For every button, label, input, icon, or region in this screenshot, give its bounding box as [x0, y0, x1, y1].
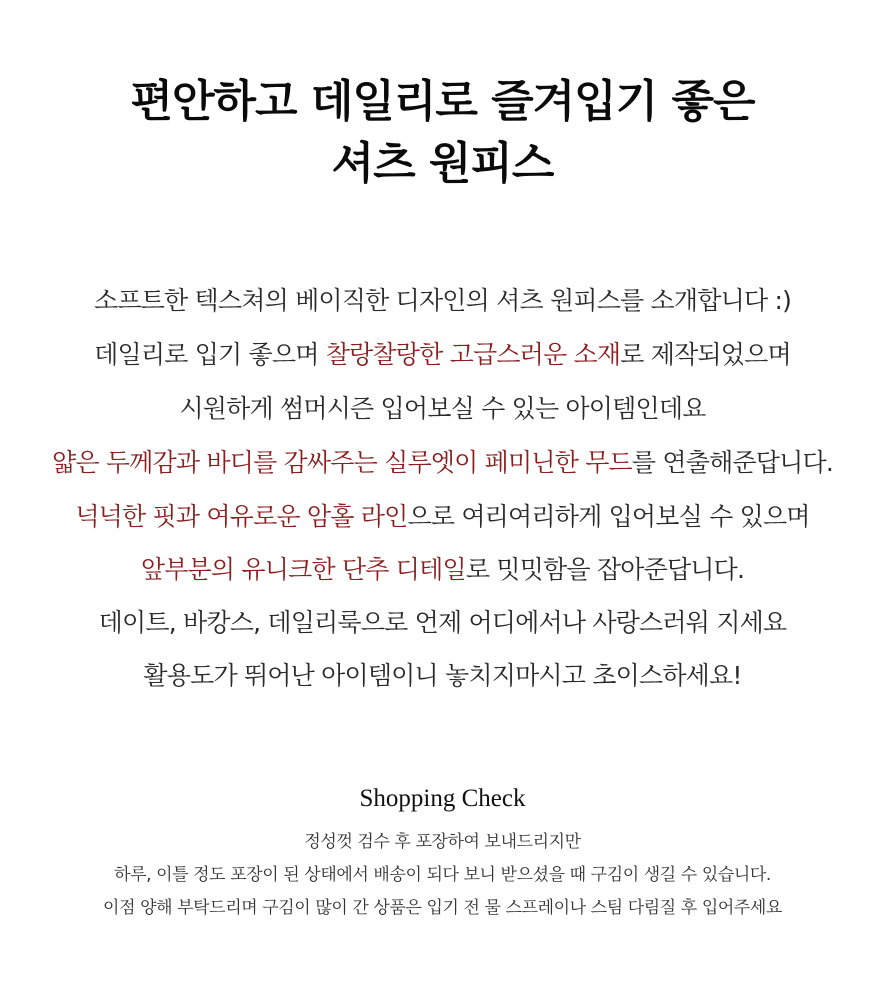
description-line-7: 데이트, 바캉스, 데일리룩으로 언제 어디에서나 사랑스러워 지세요	[98, 608, 787, 637]
description-line-6	[0, 553, 885, 587]
description-text: 데일리로 입기 좋으며	[94, 340, 326, 369]
shopping-check-line-1: 정성껏 검수 후 포장하여 보내드리지만	[304, 832, 581, 852]
shopping-check-line-2: 하루, 이틀 정도 포장이 된 상태에서 배송이 되다 보니 받으셨을 때 구김이 생길 수 있습니다.	[114, 865, 771, 885]
shopping-check-line-3: 이점 양해 부탁드리며 구김이 많이 간 상품은 입기 전 물 스프레이나 스팀 다림질 후 입어주세요	[103, 898, 782, 918]
description-text: 로 밋밋함을 잡아준답니다.	[465, 555, 745, 584]
highlight-text: 앞부분의 유니크한 단추 디테일	[140, 555, 466, 584]
description-line-5	[0, 500, 885, 534]
description-line-2	[0, 338, 885, 372]
description-text: 으로 여리여리하게 입어보실 수 있으며	[407, 502, 810, 531]
description-text: 로 제작되었으며	[620, 340, 791, 369]
highlight-text: 넉넉한 핏과 여유로운 암홀 라인	[75, 502, 408, 531]
description-line-4	[0, 446, 885, 480]
highlight-text: 얇은 두께감과 바디를 감싸주는 실루엣이 페미닌한 무드	[51, 448, 632, 477]
description-text: 를 연출해준답니다.	[631, 448, 834, 477]
description-line-3: 시원하게 썸머시즌 입어보실 수 있는 아이템인데요	[179, 394, 706, 423]
shopping-check-heading: Shopping Check	[359, 785, 526, 812]
description-line-8: 활용도가 뛰어난 아이템이니 놓치지마시고 초이스하세요!	[143, 661, 742, 690]
title-line-2: 셔츠 원피스	[331, 138, 554, 189]
highlight-text: 찰랑찰랑한 고급스러운 소재	[325, 340, 621, 369]
title-line-1: 편안하고 데일리로 즐겨입기 좋은	[130, 76, 755, 127]
description-line-1: 소프트한 텍스쳐의 베이직한 디자인의 셔츠 원피스를 소개합니다 :)	[93, 286, 792, 315]
